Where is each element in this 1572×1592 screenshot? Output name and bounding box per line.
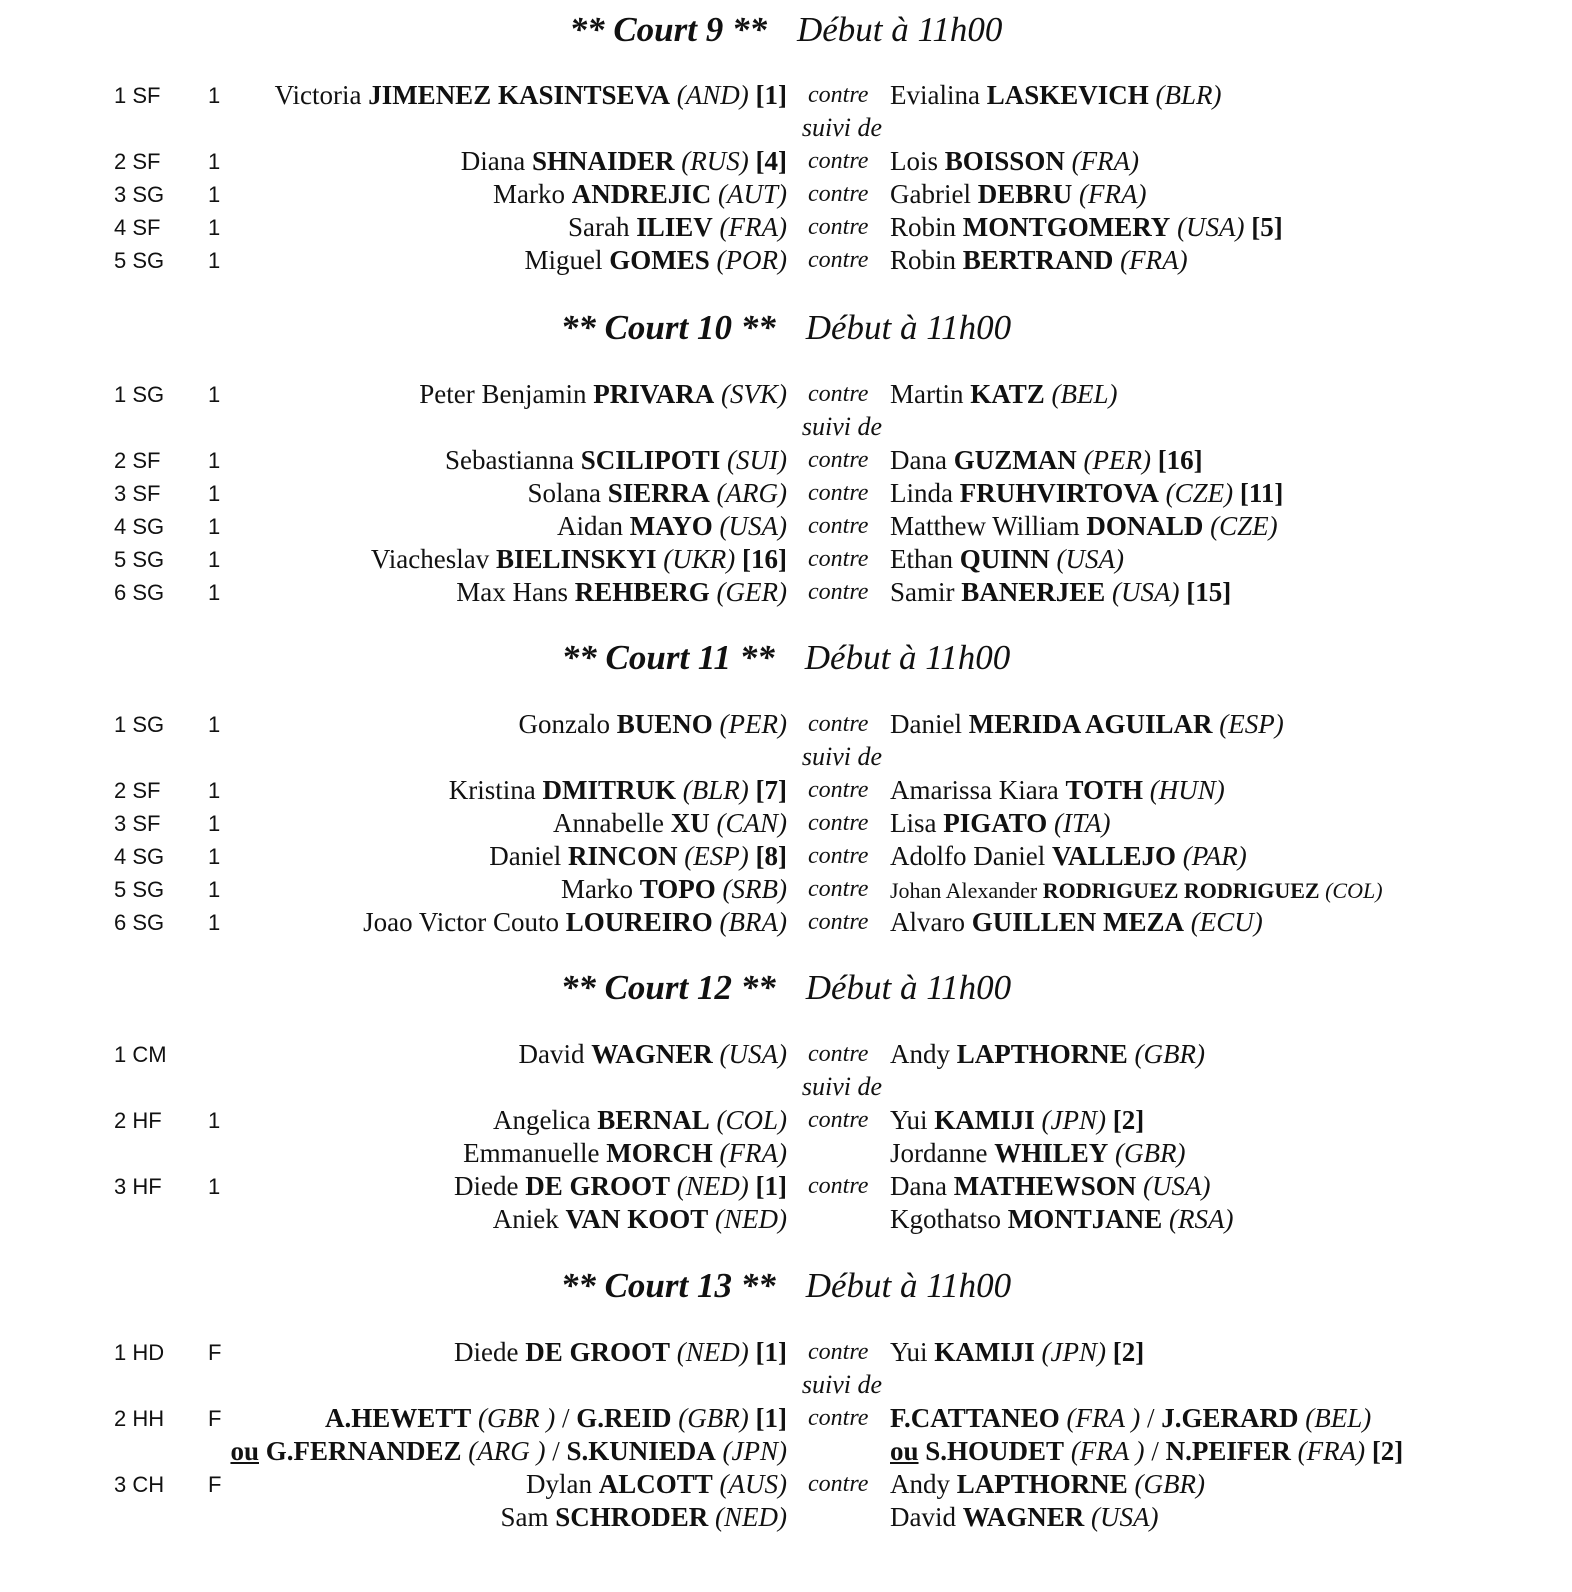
versus-label: contre xyxy=(808,711,869,737)
player-left: Gonzalo BUENO (PER) xyxy=(518,709,787,739)
match-order: 4 SG xyxy=(114,514,165,539)
followed-by-label: suivi de xyxy=(801,1072,883,1101)
court-title: ** Court 10 ** xyxy=(560,308,776,347)
court-title: ** Court 9 ** xyxy=(569,10,767,49)
player-right: Ethan QUINN (USA) xyxy=(890,544,1124,574)
match-round: 1 xyxy=(208,215,221,240)
player-right: Dana MATHEWSON (USA) xyxy=(890,1171,1211,1201)
match-round: 1 xyxy=(208,844,221,869)
match-row-partner xyxy=(0,1204,1572,1237)
match-order: 3 HF xyxy=(114,1174,162,1199)
player-left-partner: Sam SCHRODER (NED) xyxy=(500,1502,787,1532)
player-left: Angelica BERNAL (COL) xyxy=(493,1105,787,1135)
court-title: ** Court 11 ** xyxy=(561,638,775,677)
match-row xyxy=(0,245,1572,278)
match-order: 5 SG xyxy=(114,248,165,273)
followed-by-label: suivi de xyxy=(801,412,883,441)
match-order: 4 SG xyxy=(114,844,165,869)
match-order: 1 CM xyxy=(114,1042,167,1067)
player-right: Evialina LASKEVICH (BLR) xyxy=(890,80,1222,110)
match-row xyxy=(0,709,1572,742)
versus-label: contre xyxy=(808,579,869,605)
followed-by-label: suivi de xyxy=(801,742,883,771)
versus-label: contre xyxy=(808,810,869,836)
court-header xyxy=(0,308,1572,348)
player-left: David WAGNER (USA) xyxy=(518,1039,787,1069)
match-round: 1 xyxy=(208,83,221,108)
match-order: 2 HH xyxy=(114,1406,165,1431)
match-round: 1 xyxy=(208,811,221,836)
match-order: 6 SG xyxy=(114,910,165,935)
match-row xyxy=(0,511,1572,544)
pair-left-alternate: ou G.FERNANDEZ (ARG ) / S.KUNIEDA (JPN) xyxy=(230,1436,787,1466)
match-round: 1 xyxy=(208,248,221,273)
match-row xyxy=(0,841,1572,874)
player-left: Solana SIERRA (ARG) xyxy=(527,478,787,508)
match-row xyxy=(0,544,1572,577)
match-order: 3 CH xyxy=(114,1472,165,1497)
player-left: Diede DE GROOT (NED) [1] xyxy=(454,1171,787,1201)
versus-label: contre xyxy=(808,82,869,108)
versus-label: contre xyxy=(808,214,869,240)
match-round: 1 xyxy=(208,1174,221,1199)
versus-label: contre xyxy=(808,381,869,407)
match-round: 1 xyxy=(208,778,221,803)
player-right: Amarissa Kiara TOTH (HUN) xyxy=(890,775,1225,805)
match-row xyxy=(0,577,1572,610)
versus-label: contre xyxy=(808,777,869,803)
match-order: 2 HF xyxy=(114,1108,162,1133)
player-left: Dylan ALCOTT (AUS) xyxy=(526,1469,787,1499)
player-left: Sarah ILIEV (FRA) xyxy=(568,212,787,242)
court-start-time: Début à 11h00 xyxy=(796,10,1003,49)
match-order: 1 SG xyxy=(114,712,165,737)
player-right: Robin MONTGOMERY (USA) [5] xyxy=(890,212,1283,242)
court-start-time: Début à 11h00 xyxy=(805,1266,1012,1305)
match-order: 3 SF xyxy=(114,481,161,506)
match-row-partner xyxy=(0,1138,1572,1171)
player-right: Daniel MERIDA AGUILAR (ESP) xyxy=(890,709,1284,739)
match-round: 1 xyxy=(208,448,221,473)
match-row xyxy=(0,1469,1572,1502)
versus-label: contre xyxy=(808,1041,869,1067)
court-title: ** Court 13 ** xyxy=(560,1266,776,1305)
player-left: Annabelle XU (CAN) xyxy=(553,808,787,838)
player-right: Johan Alexander RODRIGUEZ RODRIGUEZ (COL) xyxy=(890,878,1383,903)
player-right: Andy LAPTHORNE (GBR) xyxy=(890,1469,1205,1499)
player-right: Samir BANERJEE (USA) [15] xyxy=(890,577,1232,607)
match-order: 3 SG xyxy=(114,182,165,207)
player-right: Andy LAPTHORNE (GBR) xyxy=(890,1039,1205,1069)
match-round: 1 xyxy=(208,547,221,572)
match-order: 4 SF xyxy=(114,215,161,240)
match-row xyxy=(0,212,1572,245)
match-round: 1 xyxy=(208,580,221,605)
match-row xyxy=(0,1337,1572,1370)
match-order: 1 SG xyxy=(114,382,165,407)
player-left: Joao Victor Couto LOUREIRO (BRA) xyxy=(363,907,787,937)
match-order: 1 SF xyxy=(114,83,161,108)
match-order: 6 SG xyxy=(114,580,165,605)
player-left: Daniel RINCON (ESP) [8] xyxy=(489,841,787,871)
match-row xyxy=(0,445,1572,478)
versus-label: contre xyxy=(808,1471,869,1497)
player-left: Sebastianna SCILIPOTI (SUI) xyxy=(444,445,787,475)
match-row xyxy=(0,146,1572,179)
match-round: 1 xyxy=(208,877,221,902)
pair-right: F.CATTANEO (FRA ) / J.GERARD (BEL) xyxy=(890,1403,1372,1433)
player-left-partner: Emmanuelle MORCH (FRA) xyxy=(463,1138,787,1168)
player-left: Marko TOPO (SRB) xyxy=(561,874,787,904)
player-right: Lisa PIGATO (ITA) xyxy=(890,808,1111,838)
player-left: Marko ANDREJIC (AUT) xyxy=(493,179,787,209)
match-round: 1 xyxy=(208,712,221,737)
player-right: Yui KAMIJI (JPN) [2] xyxy=(890,1105,1145,1135)
player-right: Gabriel DEBRU (FRA) xyxy=(890,179,1147,209)
player-right: Dana GUZMAN (PER) [16] xyxy=(890,445,1203,475)
versus-label: contre xyxy=(808,843,869,869)
match-row xyxy=(0,179,1572,212)
player-right: Yui KAMIJI (JPN) [2] xyxy=(890,1337,1145,1367)
player-left: Victoria JIMENEZ KASINTSEVA (AND) [1] xyxy=(274,80,787,110)
court-header xyxy=(0,968,1572,1008)
match-row xyxy=(0,379,1572,412)
match-order: 2 SF xyxy=(114,149,161,174)
versus-label: contre xyxy=(808,1339,869,1365)
player-right: Alvaro GUILLEN MEZA (ECU) xyxy=(890,907,1263,937)
court-start-time: Début à 11h00 xyxy=(804,638,1011,677)
match-round: F xyxy=(208,1472,222,1497)
versus-label: contre xyxy=(808,1173,869,1199)
versus-label: contre xyxy=(808,1405,869,1431)
match-row xyxy=(0,1403,1572,1436)
player-left: Max Hans REHBERG (GER) xyxy=(456,577,787,607)
match-row xyxy=(0,874,1572,907)
match-row xyxy=(0,478,1572,511)
player-right-partner: David WAGNER (USA) xyxy=(890,1502,1159,1532)
player-right: Martin KATZ (BEL) xyxy=(890,379,1118,409)
match-round: 1 xyxy=(208,1108,221,1133)
pair-right-alternate: ou S.HOUDET (FRA ) / N.PEIFER (FRA) [2] xyxy=(890,1436,1404,1466)
player-right: Lois BOISSON (FRA) xyxy=(890,146,1140,176)
match-row-alternate xyxy=(0,1436,1572,1469)
match-row xyxy=(0,1039,1572,1072)
followed-by-label: suivi de xyxy=(801,113,883,142)
followed-by-label: suivi de xyxy=(801,1370,883,1399)
match-row xyxy=(0,1171,1572,1204)
match-round: F xyxy=(208,1406,222,1431)
player-left: Miguel GOMES (POR) xyxy=(524,245,787,275)
versus-label: contre xyxy=(808,447,869,473)
match-round: 1 xyxy=(208,382,221,407)
court-start-time: Début à 11h00 xyxy=(805,308,1012,347)
match-round: 1 xyxy=(208,481,221,506)
versus-label: contre xyxy=(808,909,869,935)
versus-label: contre xyxy=(808,876,869,902)
match-order: 5 SG xyxy=(114,547,165,572)
versus-label: contre xyxy=(808,546,869,572)
court-header xyxy=(0,638,1572,678)
player-right: Matthew William DONALD (CZE) xyxy=(890,511,1278,541)
player-right-partner: Kgothatso MONTJANE (RSA) xyxy=(890,1204,1234,1234)
versus-label: contre xyxy=(808,480,869,506)
match-row xyxy=(0,80,1572,113)
versus-label: contre xyxy=(808,247,869,273)
versus-label: contre xyxy=(808,513,869,539)
match-round: 1 xyxy=(208,182,221,207)
match-round: F xyxy=(208,1340,222,1365)
court-title: ** Court 12 ** xyxy=(560,968,776,1007)
player-left: Viacheslav BIELINSKYI (UKR) [16] xyxy=(370,544,787,574)
match-order: 1 HD xyxy=(114,1340,165,1365)
versus-label: contre xyxy=(808,181,869,207)
player-left: Aidan MAYO (USA) xyxy=(557,511,787,541)
versus-label: contre xyxy=(808,1107,869,1133)
match-order: 3 SF xyxy=(114,811,161,836)
match-order: 2 SF xyxy=(114,778,161,803)
match-order: 2 SF xyxy=(114,448,161,473)
match-order: 5 SG xyxy=(114,877,165,902)
court-header xyxy=(0,10,1572,50)
match-row xyxy=(0,1105,1572,1138)
player-right: Robin BERTRAND (FRA) xyxy=(890,245,1188,275)
player-right: Linda FRUHVIRTOVA (CZE) [11] xyxy=(890,478,1284,508)
match-round: 1 xyxy=(208,149,221,174)
player-left: Diana SHNAIDER (RUS) [4] xyxy=(460,146,787,176)
pair-left: A.HEWETT (GBR ) / G.REID (GBR) [1] xyxy=(325,1403,787,1433)
player-right-partner: Jordanne WHILEY (GBR) xyxy=(890,1138,1186,1168)
match-row xyxy=(0,808,1572,841)
match-row-partner xyxy=(0,1502,1572,1535)
court-start-time: Début à 11h00 xyxy=(805,968,1012,1007)
player-left: Diede DE GROOT (NED) [1] xyxy=(454,1337,787,1367)
match-round: 1 xyxy=(208,514,221,539)
match-row xyxy=(0,907,1572,940)
player-left-partner: Aniek VAN KOOT (NED) xyxy=(492,1204,787,1234)
court-header xyxy=(0,1266,1572,1306)
match-row xyxy=(0,775,1572,808)
player-left: Kristina DMITRUK (BLR) [7] xyxy=(448,775,787,805)
match-round: 1 xyxy=(208,910,221,935)
versus-label: contre xyxy=(808,148,869,174)
player-left: Peter Benjamin PRIVARA (SVK) xyxy=(419,379,787,409)
player-right: Adolfo Daniel VALLEJO (PAR) xyxy=(890,841,1247,871)
